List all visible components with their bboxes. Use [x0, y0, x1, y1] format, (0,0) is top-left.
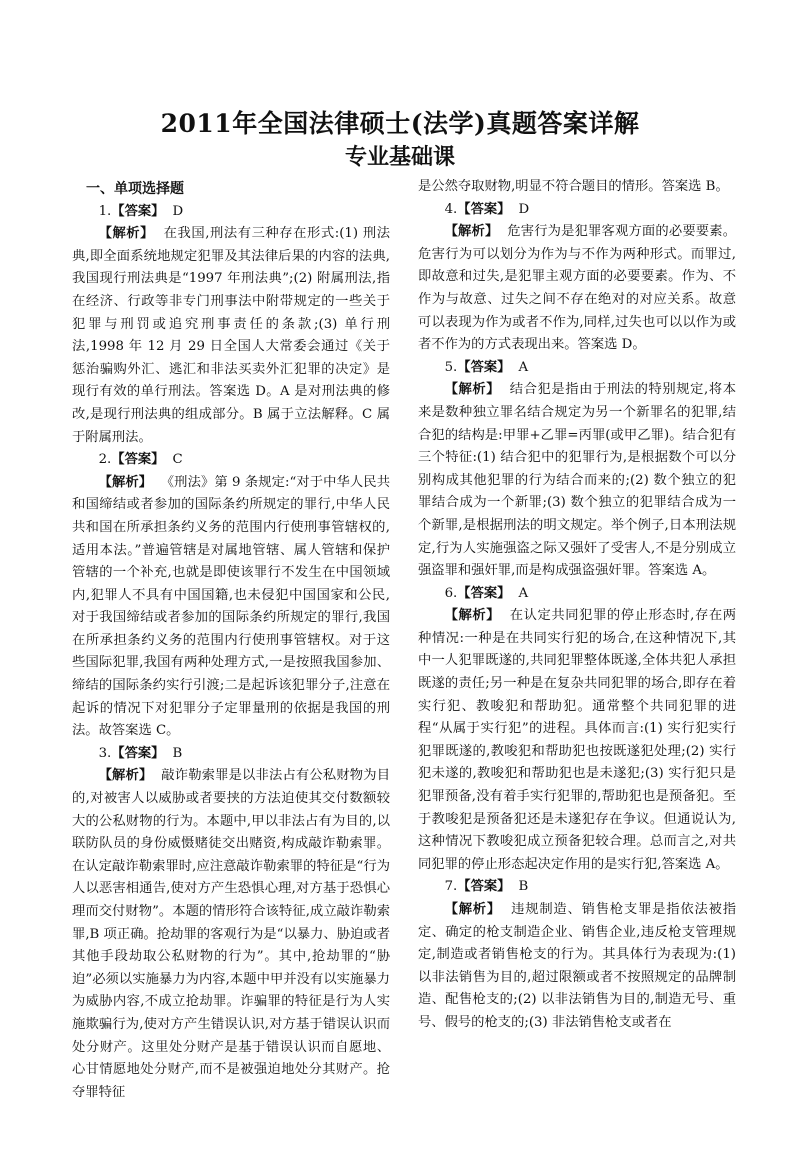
question-number: 7.	[444, 879, 458, 895]
explanation	[418, 899, 736, 1035]
explain-label: 【解析】	[444, 902, 502, 917]
question-number: 3.	[98, 745, 112, 761]
explain-label: 【解析】	[444, 382, 501, 398]
explain-label: 【解析】	[444, 608, 501, 624]
answer-label: 【答案】	[111, 203, 165, 219]
answer-line	[418, 357, 736, 380]
explanation	[418, 379, 736, 582]
answer-label: 【答案】	[457, 201, 511, 217]
answer-label: 【答案】	[457, 585, 511, 601]
explanation	[72, 223, 390, 449]
answer-line	[418, 876, 736, 899]
question-number: 1.	[98, 203, 112, 219]
right-column	[418, 176, 736, 1035]
answer-label: 【答案】	[457, 359, 511, 375]
answer-line	[72, 743, 390, 766]
explanation-text: 违规制造、销售枪支罪是指依法被指定、确定的枪支制造企业、销售企业,违反枪支管理规定,制造或者销售枪支的行为。其具体行为表现为:(1) 以非法销售为目的,超过限额或者不按照规定的品牌制造、配售枪支的;(2) 以非法销售为目的,制造无号、重号、假号的枪支的;(3) 非法销售枪支或者在	[418, 902, 737, 1030]
answer-letter: B	[172, 745, 183, 761]
explanation-text: 敲诈勒索罪是以非法占有公私财物为目的,对被害人以威胁或者要挟的方法迫使其交付数额较大的公私财物的行为。本题中,甲以非法占有为目的,以联防队员的身份威慑赌徒交出赌资,构成敲诈勒索罪。在认定敲诈勒索罪时,应注意敲诈勒索罪的特征是“行为人以恶害相通告,使对方产生恐惧心理,对方基于恐惧心理而交付财物”。本题的情形符合该特征,成立敲诈勒索罪,B 项正确。抢劫罪的客观行为是“以暴力、胁迫或者其他手段劫取公私财物的行为”。其中,抢劫罪的“胁迫”必须以实施暴力为内容,本题中甲并没有以实施暴力为威胁内容,不成立抢劫罪。诈骗罪的特征是行为人实施欺骗行为,使对方产生错误认识,对方基于错误认识而处分财产。这里处分财产是基于错误认识而自愿地、心甘情愿地处分财产,而不是被强迫地处分其财产。抢夺罪特征	[72, 768, 391, 1100]
explain-label: 【解析】	[98, 474, 153, 490]
answer-line	[72, 201, 390, 224]
explanation	[418, 221, 736, 357]
answer-label: 【答案】	[111, 745, 165, 761]
answer-line	[418, 199, 736, 222]
explanation-text: 在我国,刑法有三种存在形式:(1) 刑法典,即全面系统地规定犯罪及其法律后果的内容的法典,我国现行刑法典是“1997 年刑法典”;(2) 附属刑法,指在经济、行政等非专门刑事法中附带规定的一些关于犯罪与刑罚或追究刑事责任的条款;(3) 单行刑法,1998 年 12 月 29 日全国人大常委会通过《关于惩治骗购外汇、逃汇和非法买卖外汇犯罪的决定》是现行有效的单行刑法。答案选 D。A 是对刑法典的修改,是现行刑法典的组成部分。B 属于立法解释。C 属于附属刑法。	[72, 226, 390, 445]
answer-letter: A	[518, 585, 529, 601]
answer-letter: A	[518, 359, 529, 375]
explanation-text: 《刑法》第 9 条规定:“对于中华人民共和国缔结或者参加的国际条约所规定的罪行,中华人民共和国在所承担条约义务的范围内行使刑事管辖权的,适用本法。”普遍管辖是对属地管辖、属人管辖和保护管辖的一个补充,也就是即使该罪行不发生在中国领域内,犯罪人不具有中国国籍,也未侵犯中国国家和公民,对于我国缔结或者参加的国际条约所规定的罪行,我国在所承担条约义务的范围内行使刑事管辖权。对于这些国际犯罪,我国有两种处理方式,一是按照我国参加、缔结的国际条约实行引渡;二是起诉该犯罪分子,注意在起诉的情况下对犯罪分子定罪量刑的依据是我国的刑法。故答案选 C。	[72, 474, 390, 739]
explanation	[418, 605, 736, 876]
explain-label: 【解析】	[98, 768, 153, 784]
question-number: 5.	[444, 359, 458, 375]
left-column	[72, 178, 390, 1104]
answer-letter: C	[172, 452, 183, 468]
explanation-text: 在认定共同犯罪的停止形态时,存在两种情况:一种是在共同实行犯的场合,在这种情况下,其中一人犯罪既遂的,共同犯罪整体既遂,全体共犯人承担既遂的责任;另一种是在复杂共同犯罪的场合,即存在着实行犯、教唆犯和帮助犯。通常整个共同犯罪的进程“从属于实行犯”的进程。具体而言:(1) 实行犯实行犯罪既遂的,教唆犯和帮助犯也按既遂犯处理;(2) 实行犯未遂的,教唆犯和帮助犯也是未遂犯;(3) 实行犯只是犯罪预备,没有着手实行犯罪的,帮助犯也是预备犯。至于教唆犯是预备犯还是未遂犯存在争议。但通说认为,这种情况下教唆犯成立预备犯较合理。总而言之,对共同犯罪的停止形态起决定作用的是实行犯,答案选 A。	[418, 608, 736, 872]
answer-line	[72, 449, 390, 472]
question-number: 6.	[444, 585, 458, 601]
answer-line	[418, 583, 736, 606]
answer-label: 【答案】	[111, 452, 165, 468]
explanation	[72, 765, 390, 1104]
question-number: 2.	[98, 452, 112, 468]
answer-letter: D	[172, 203, 184, 219]
section-heading: 一、单项选择题	[86, 181, 184, 197]
explanation-continued: 是公然夺取财物,明显不符合题目的情形。答案选 B。	[418, 179, 729, 194]
explanation	[72, 472, 390, 743]
answer-letter: B	[518, 879, 529, 895]
explain-label: 【解析】	[98, 226, 155, 242]
page-title: 2011年全国法律硕士(法学)真题答案详解	[160, 109, 640, 138]
explanation-text: 结合犯是指由于刑法的特别规定,将本来是数种独立罪名结合规定为另一个新罪名的犯罪,结合犯的结构是:甲罪+乙罪=丙罪(或甲乙罪)。结合犯有三个特征:(1) 结合犯中的犯罪行为,是根据数个可以分别构成其他犯罪的行为结合而来的;(2) 数个独立的犯罪结合成为一个新罪;(3) 数个独立的犯罪结合成为一个新罪,是根据刑法的明文规定。举个例子,日本刑法规定,行为人实施强盗之际又强奸了受害人,不是分别成立强盗罪和强奸罪,而是构成强盗强奸罪。答案选 A。	[418, 382, 736, 579]
explain-label: 【解析】	[444, 224, 499, 240]
page-subtitle: 专业基础课	[344, 145, 455, 170]
explanation-text: 危害行为是犯罪客观方面的必要要素。危害行为可以划分为作为与不作为两种形式。而罪过,即故意和过失,是犯罪主观方面的必要要素。作为、不作为与故意、过失之间不存在绝对的对应关系。故意可以表现为作为或者不作为,同样,过失也可以以作为或者不作为的方式表现出来。答案选 D。	[418, 224, 737, 353]
answer-letter: D	[518, 201, 530, 217]
question-number: 4.	[444, 201, 458, 217]
answer-label: 【答案】	[457, 879, 511, 895]
